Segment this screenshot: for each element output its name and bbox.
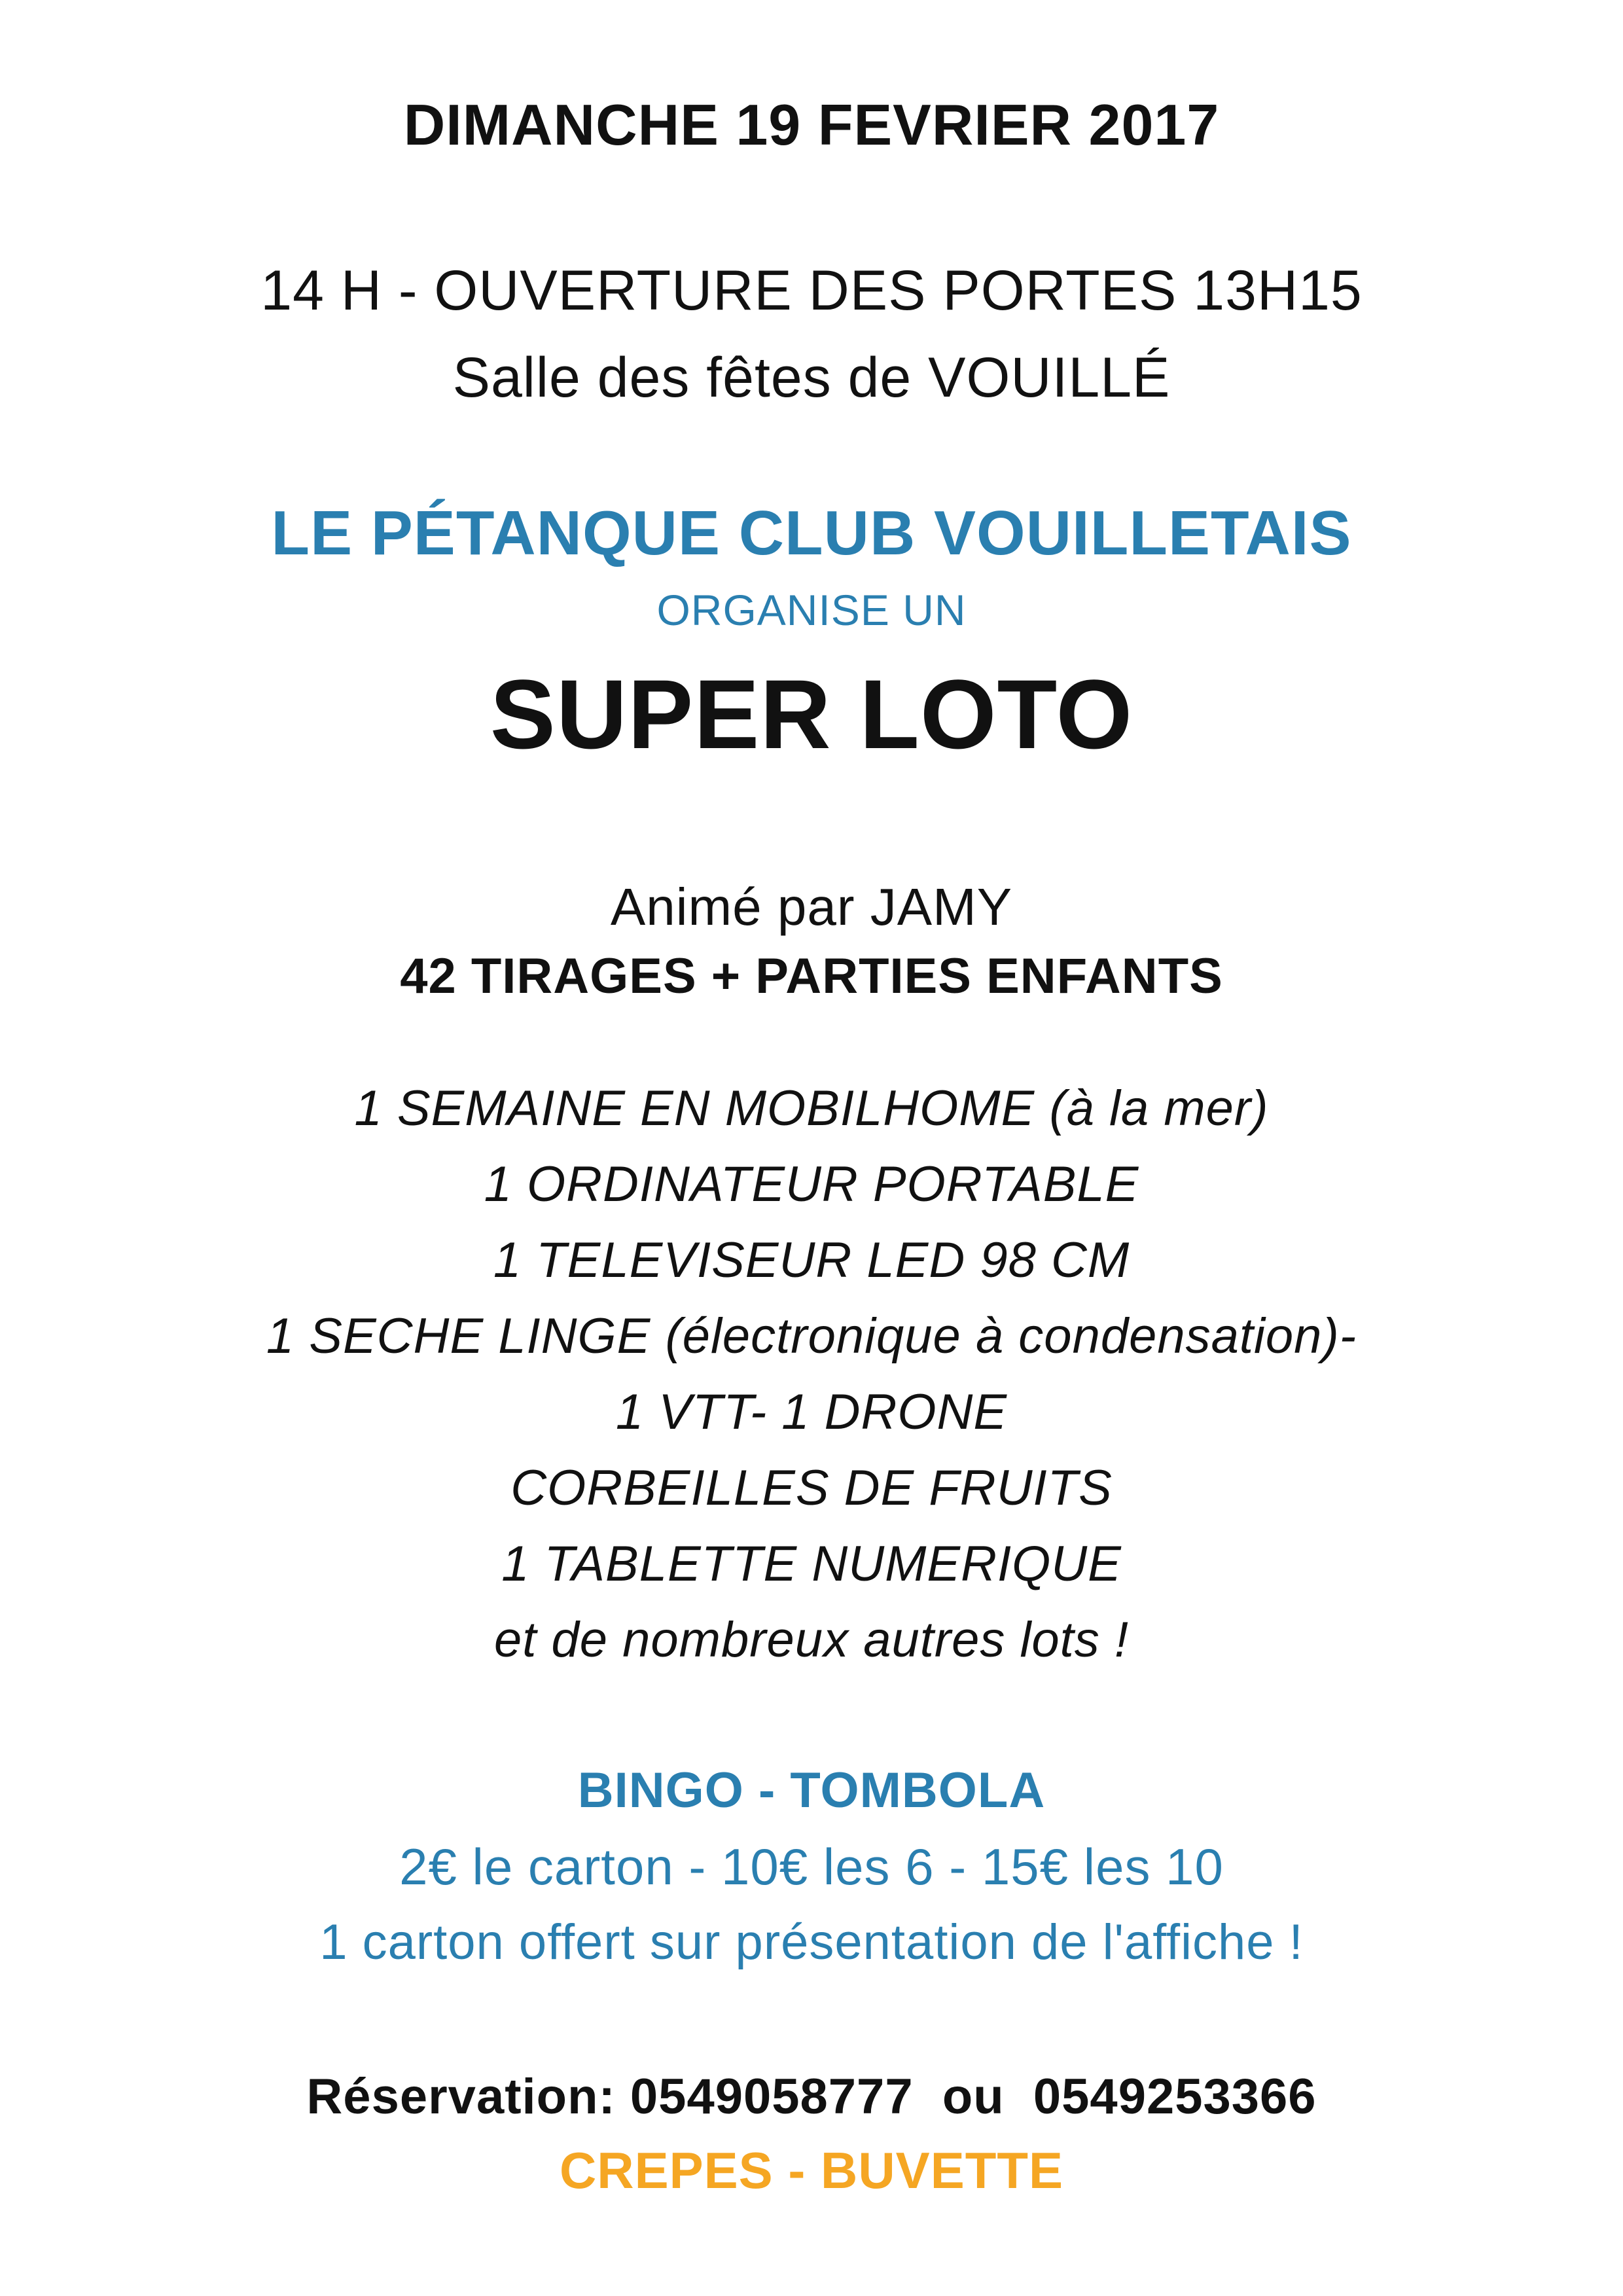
prize-item: et de nombreux autres lots ! xyxy=(493,1612,1130,1668)
prize-item: CORBEILLES DE FRUITS xyxy=(510,1460,1113,1516)
prices-line: 2€ le carton - 10€ les 6 - 15€ les 10 xyxy=(399,1838,1224,1895)
event-venue: Salle des fêtes de VOUILLÉ xyxy=(452,346,1171,409)
main-title: SUPER LOTO xyxy=(490,659,1133,769)
prize-item: 1 VTT- 1 DRONE xyxy=(615,1384,1008,1440)
food-line: CREPES - BUVETTE xyxy=(559,2142,1064,2199)
host-line: Animé par JAMY xyxy=(610,878,1013,936)
offer-line: 1 carton offert sur présentation de l'affiche ! xyxy=(319,1914,1304,1970)
prize-item: 1 TABLETTE NUMERIQUE xyxy=(501,1536,1122,1592)
prize-item: 1 ORDINATEUR PORTABLE xyxy=(484,1157,1139,1212)
reservation-line: Réservation: 0549058777 ou 0549253366 xyxy=(306,2069,1317,2125)
prize-item: 1 SECHE LINGE (électronique à condensation)- xyxy=(266,1308,1357,1364)
event-date: DIMANCHE 19 FEVRIER 2017 xyxy=(403,92,1220,157)
organizer-name: LE PÉTANQUE CLUB VOUILLETAIS xyxy=(271,498,1352,568)
event-time: 14 H - OUVERTURE DES PORTES 13H15 xyxy=(260,259,1363,322)
prize-item: 1 TELEVISEUR LED 98 CM xyxy=(493,1232,1130,1288)
draws-line: 42 TIRAGES + PARTIES ENFANTS xyxy=(400,948,1223,1004)
games-line: BINGO - TOMBOLA xyxy=(577,1763,1046,1818)
prize-item: 1 SEMAINE EN MOBILHOME (à la mer) xyxy=(354,1081,1269,1136)
organizer-subtitle: ORGANISE UN xyxy=(656,586,967,634)
